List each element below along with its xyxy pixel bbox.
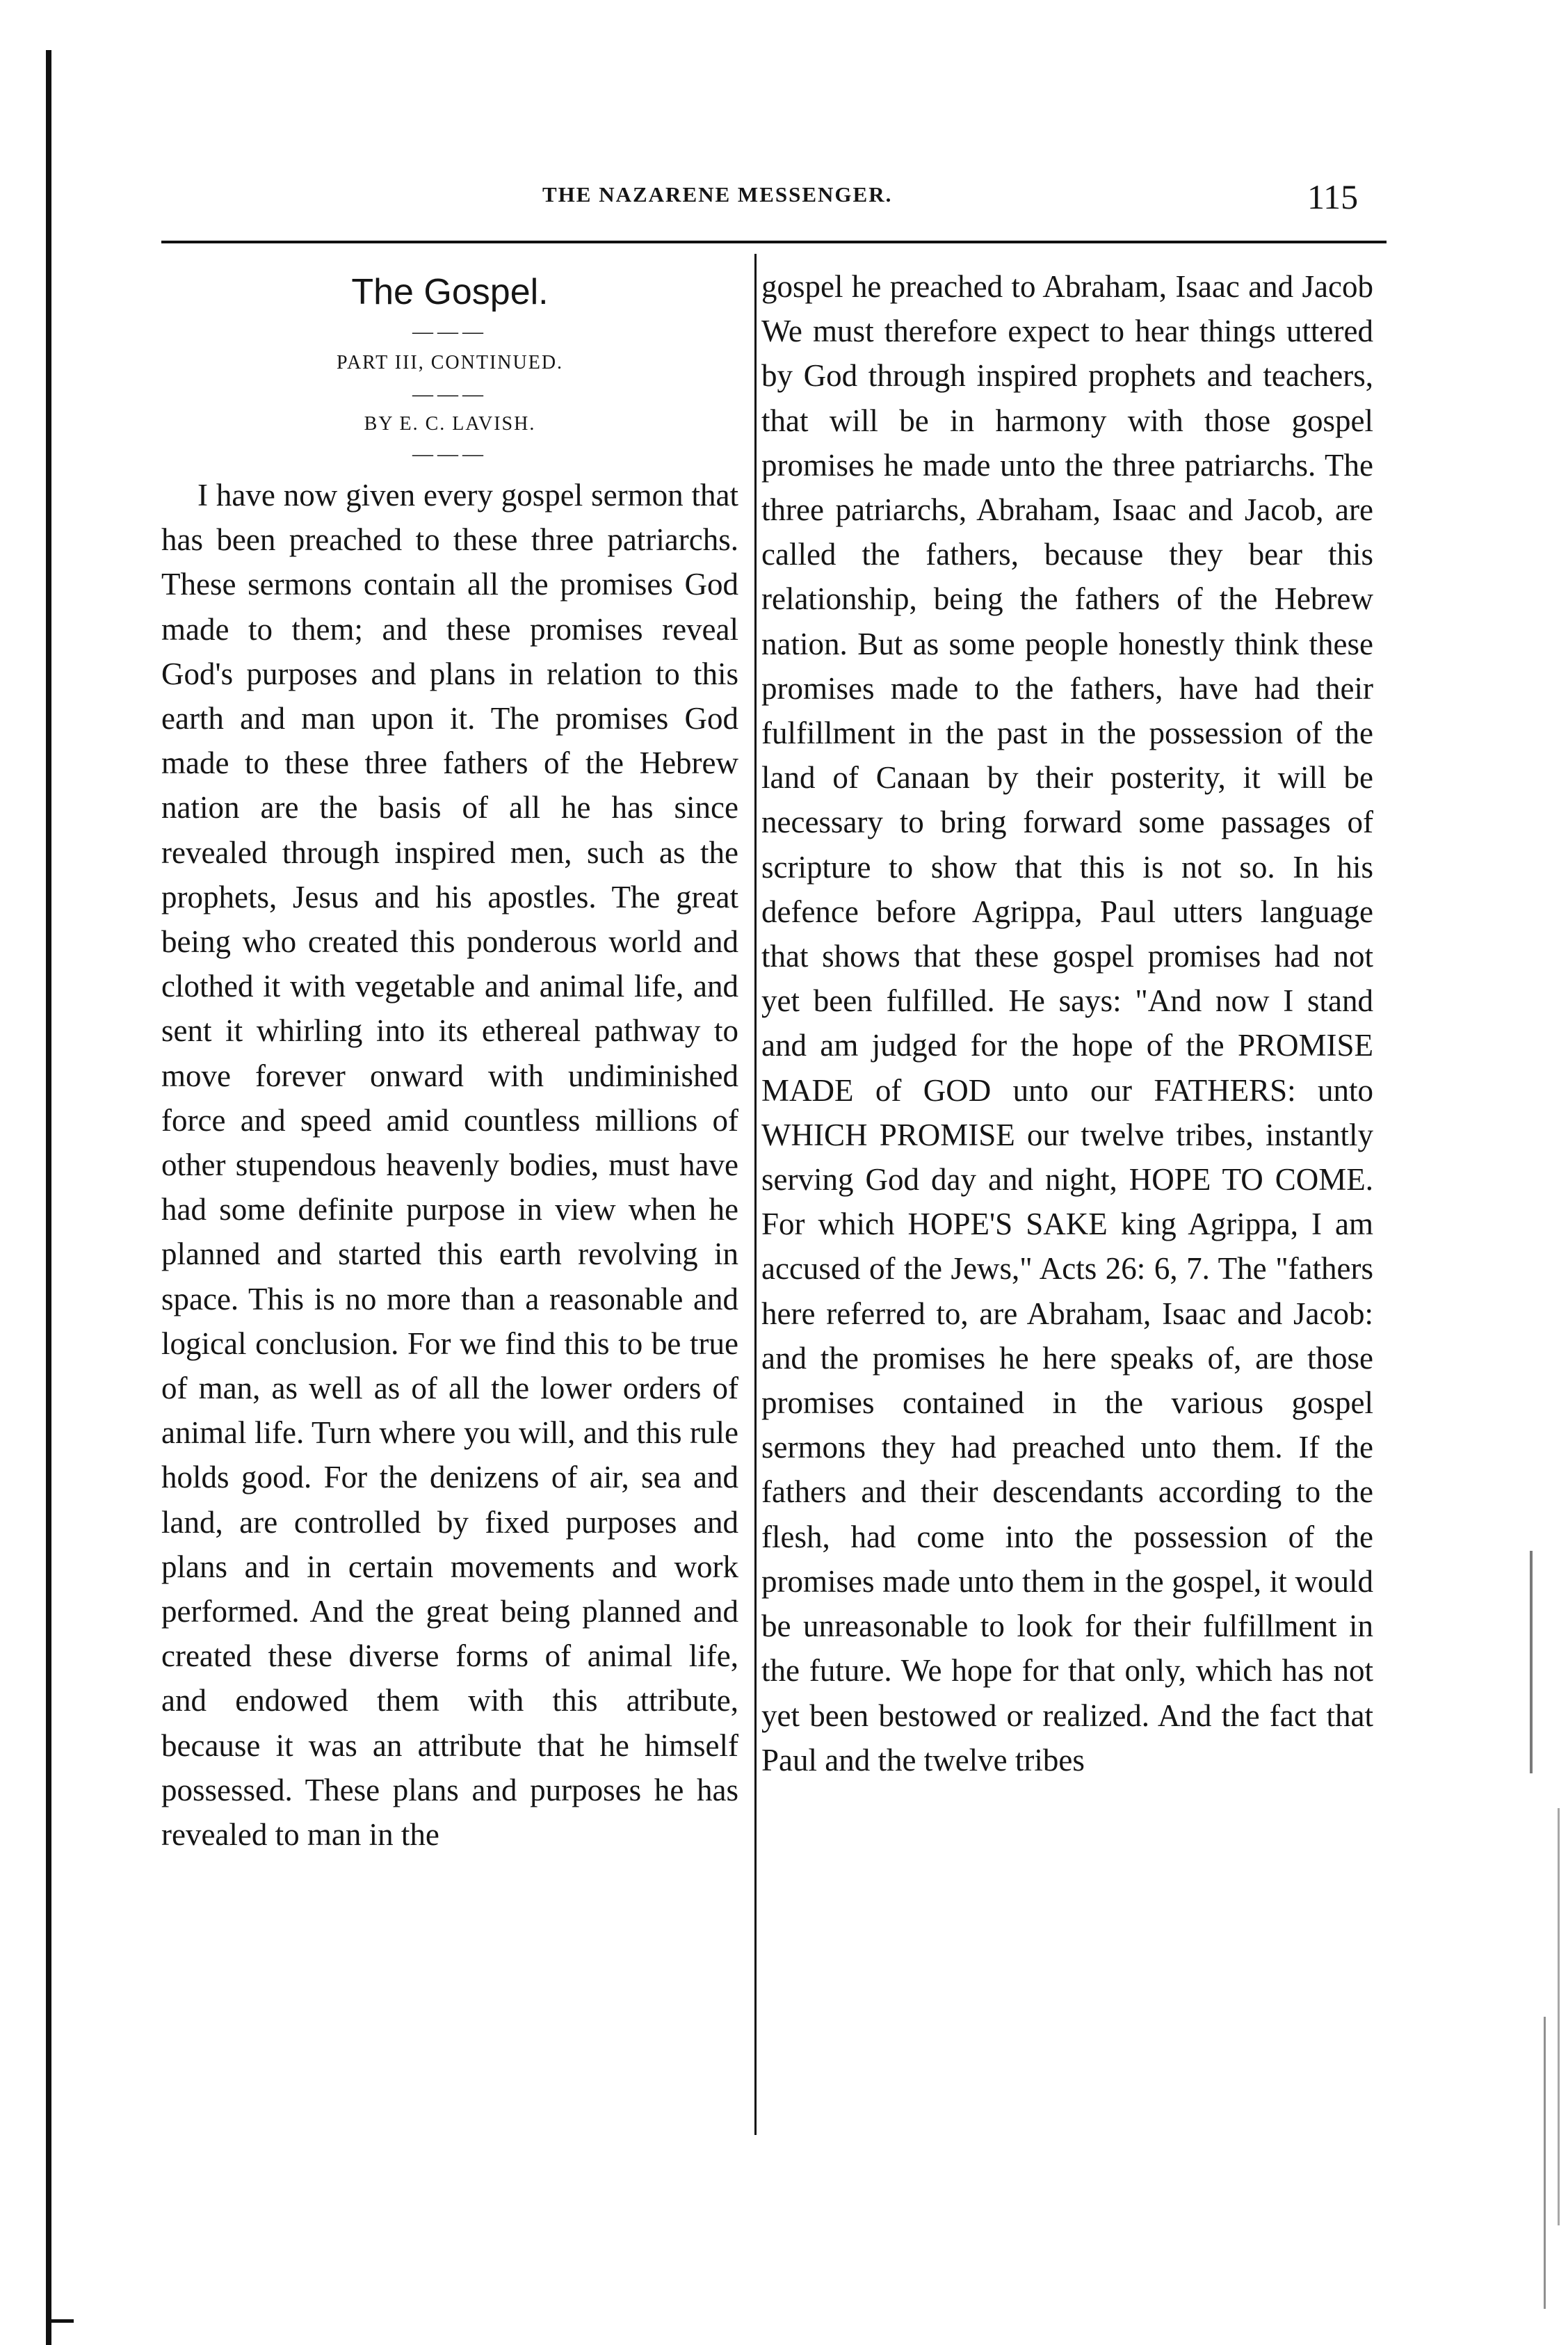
byline-separator: ———: [412, 442, 487, 465]
page-number: 115: [1307, 177, 1359, 216]
edge-speck: [1558, 1808, 1560, 2225]
header-rule: [161, 241, 1387, 243]
title-separator: ———: [412, 320, 487, 343]
byline: BY E. C. LAVISH.: [364, 413, 536, 435]
left-column-text: I have now given every gospel sermon that has been preached to these three patriarchs. These sermons contain all the promises God made to them; and these promises reveal God's purposes and plans in relation to this earth and man upon it. The promises God made to these three fathers of the Hebrew nation are the basis of all he has since revealed through inspired men, such as the prophets, Jesus and his apostles. The great being who created this ponderous world and clothed it with vegetable and animal life, and sent it whirling into its ethereal pathway to move forever onward with undiminished force and speed amid countless millions of other stupendous heavenly bodies, must have had some definite purpose in view when he planned and started this earth revolving in space. This is no more than a reasonable and logical conclusion. For we find this to be true of man, as well as of all the lower orders of animal life. Turn where you will, and this rule holds good. For the denizens of air, sea and land, are controlled by fixed purposes and plans and in certain movements and work performed. And the great being planned and created these diverse forms of animal life, and endowed them with this attribute, because it was an attribute that he himself possessed. These plans and purposes he has revealed to man in the: [161, 478, 738, 1853]
right-column: [761, 264, 1373, 1782]
article-title: The Gospel.: [351, 272, 549, 312]
left-border-line: [46, 50, 51, 2345]
page-header: [487, 177, 1391, 232]
bottom-corner-line: [46, 2319, 74, 2323]
right-column-text: gospel he preached to Abraham, Isaac and Jacob We must therefore expect to hear things uttered by God through inspired prophets and teachers, that will be in harmony with those gospel promises he made unto the three patriarchs. The three patriarchs, Abraham, Isaac and Jacob, are called the fathers, because they bear this relationship, being the fathers of the Hebrew nation. But as some people honestly think these promises made to the fathers, have had their fulfillment in the past in the possession of the land of Canaan by their posterity, it will be necessary to bring forward some passages of scripture to show that this is not so. In his defence before Agrippa, Paul utters language that shows that these gospel promises had not yet been fulfilled. He says: "And now I stand and am judged for the hope of the PROMISE MADE of GOD unto our FATHERS: unto WHICH PROMISE our twelve tribes, instantly serving God day and night, HOPE TO COME. For which HOPE'S SAKE king Agrippa, I am accused of the Jews," Acts 26: 6, 7. The "fathers here referred to, are Abraham, Isaac and Jacob: and the promises he here speaks of, are those promises contained in the various gospel sermons they had preached unto them. If the fathers and their descendants according to the flesh, had come into the possession of the promises made unto them in the gospel, it would be unreasonable to look for their fulfillment in the future. We hope for that only, which has not yet been bestowed or realized. And the fact that Paul and the twelve tribes: [761, 269, 1373, 1778]
edge-speck: [1544, 2017, 1546, 2309]
left-column: [161, 264, 738, 1857]
part-heading: PART III, CONTINUED.: [336, 352, 564, 373]
edge-speck: [1530, 1551, 1533, 1773]
part-separator: ———: [412, 382, 487, 405]
column-divider: [754, 254, 757, 2135]
running-title: THE NAZARENE MESSENGER.: [542, 182, 893, 207]
